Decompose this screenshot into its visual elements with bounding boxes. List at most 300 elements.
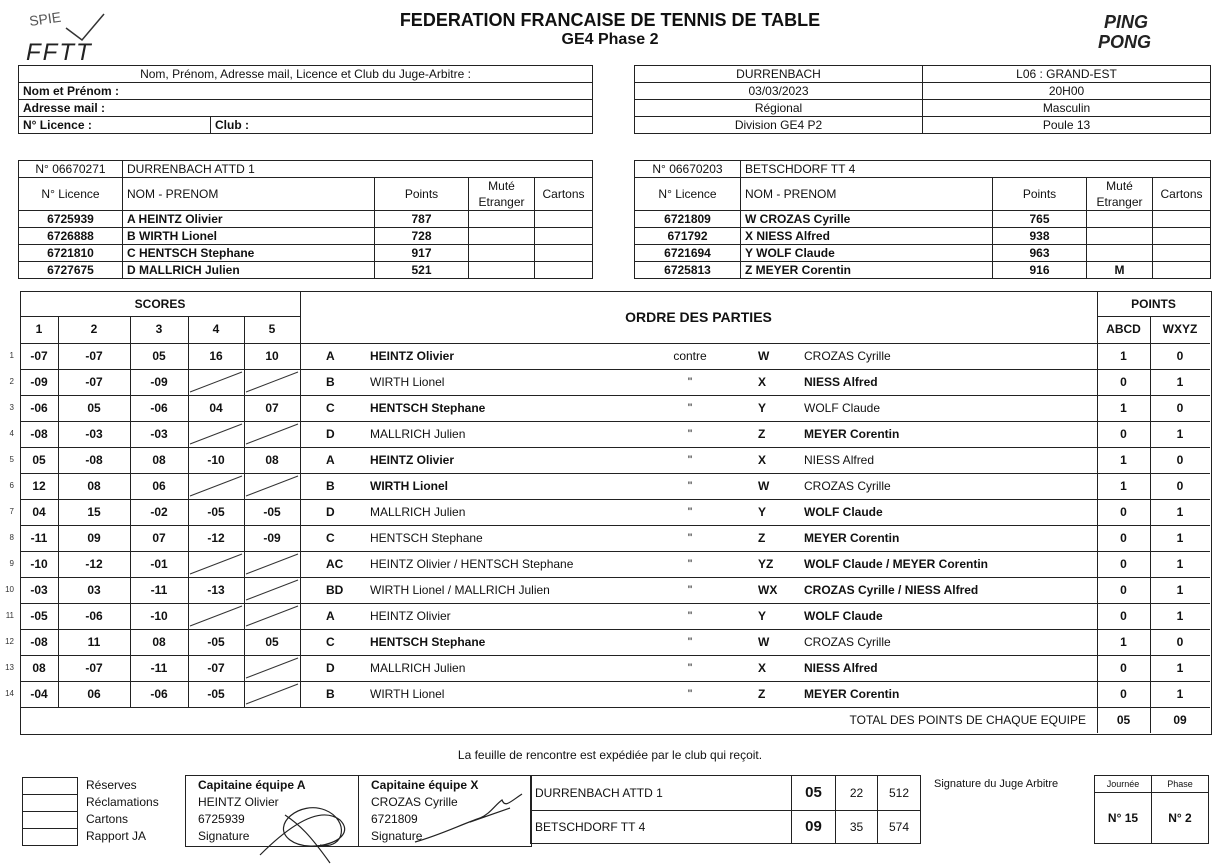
scores-heading: SCORES	[134, 297, 186, 311]
player-a-name: HEINTZ Olivier	[370, 349, 455, 363]
set-score: -12	[207, 531, 225, 545]
game-number: 12	[5, 637, 14, 646]
match-division: Division GE4 P2	[635, 117, 923, 134]
player-points: 916	[993, 262, 1087, 279]
set-score: 08	[32, 661, 46, 675]
set-score: 12	[32, 479, 46, 493]
set-header: 3	[155, 322, 163, 336]
versus-label: "	[687, 375, 693, 389]
player-a-name: WIRTH Lionel	[370, 375, 445, 389]
player-a-name: HENTSCH Stephane	[370, 531, 483, 545]
match-league: L06 : GRAND-EST	[923, 66, 1211, 83]
game-point-x: 0	[1176, 479, 1184, 493]
player-a-name: HEINTZ Olivier	[370, 453, 455, 467]
match-info-table	[634, 65, 1211, 134]
player-a-letter: BD	[326, 583, 344, 597]
set-score: -13	[207, 583, 225, 597]
game-point-x: 1	[1176, 505, 1184, 519]
game-number: 2	[9, 377, 14, 386]
team-x-player-row	[635, 228, 1211, 245]
team-x-header-points: Points	[993, 178, 1087, 211]
team-a-header-licence: N° Licence	[19, 178, 123, 211]
set-score: 05	[87, 401, 101, 415]
player-a-name: HENTSCH Stephane	[370, 635, 486, 649]
player-points: 963	[993, 245, 1087, 262]
checklist-box[interactable]	[22, 828, 78, 846]
versus-label: "	[687, 609, 693, 623]
game-number: 9	[9, 559, 14, 568]
set-score: 09	[87, 531, 101, 545]
footer-note: La feuille de rencontre est expédiée par le club qui reçoit.	[457, 748, 763, 762]
set-score: -12	[85, 557, 103, 571]
player-x-letter: X	[758, 375, 767, 389]
game-point-a: 1	[1120, 479, 1127, 493]
player-name: A HEINTZ Olivier	[123, 211, 375, 228]
set-score: 04	[32, 505, 46, 519]
referee-table	[18, 65, 593, 134]
game-point-a: 0	[1120, 661, 1127, 675]
match-gender: Masculin	[923, 100, 1211, 117]
player-x-letter: Z	[758, 427, 766, 441]
set-score: -07	[207, 661, 225, 675]
game-point-x: 1	[1176, 609, 1184, 623]
versus-label: "	[687, 557, 693, 571]
player-a-letter: C	[326, 635, 335, 649]
team-a-number: N° 06670271	[19, 161, 123, 178]
game-point-a: 0	[1120, 583, 1127, 597]
game-number: 1	[9, 351, 14, 360]
player-cartons	[535, 262, 593, 279]
player-x-name: NIESS Alfred	[804, 453, 875, 467]
captain-a-licence: 6725939	[198, 812, 245, 826]
team-a-player-row	[19, 228, 593, 245]
player-x-name: WOLF Claude	[804, 505, 883, 519]
set-score: -04	[30, 687, 48, 701]
game-number: 6	[9, 481, 14, 490]
game-point-a: 0	[1120, 427, 1127, 441]
total-label: TOTAL DES POINTS DE CHAQUE EQUIPE	[849, 713, 1086, 727]
player-licence: 6721810	[19, 245, 123, 262]
set-score: -05	[207, 505, 225, 519]
set-score: 04	[209, 401, 223, 415]
versus-label: contre	[673, 349, 707, 363]
set-score: 05	[32, 453, 46, 467]
ping-pong-logo	[1094, 10, 1186, 58]
game-point-a: 0	[1120, 505, 1127, 519]
player-x-letter: W	[758, 479, 770, 493]
player-licence: 671792	[635, 228, 741, 245]
versus-label: "	[687, 453, 693, 467]
player-licence: 6725813	[635, 262, 741, 279]
document-title: FEDERATION FRANCAISE DE TENNIS DE TABLE	[399, 10, 821, 30]
game-point-a: 1	[1120, 401, 1127, 415]
set-score: -06	[150, 401, 168, 415]
player-x-letter: W	[758, 349, 770, 363]
team-a-header-cartons: Cartons	[535, 178, 593, 211]
game-point-x: 0	[1176, 635, 1184, 649]
player-x-letter: WX	[758, 583, 778, 597]
captain-x-title: Capitaine équipe X	[371, 778, 479, 792]
player-mute	[469, 245, 535, 262]
team-a-header-points: Points	[375, 178, 469, 211]
player-a-name: MALLRICH Julien	[370, 505, 466, 519]
svg-text:PING: PING	[1104, 12, 1149, 32]
team-a-letters: ABCD	[1106, 322, 1141, 336]
total-a: 05	[1116, 713, 1131, 727]
team-a-header-mute: Muté Etranger	[469, 178, 535, 211]
set-score: -05	[207, 635, 225, 649]
player-mute	[469, 262, 535, 279]
match-pool: Poule 13	[923, 117, 1211, 134]
game-number: 11	[5, 611, 14, 620]
player-x-letter: Y	[758, 609, 767, 623]
team-a-table	[18, 160, 593, 279]
player-cartons	[1153, 228, 1211, 245]
player-licence: 6725939	[19, 211, 123, 228]
set-score: -11	[30, 531, 48, 545]
game-point-a: 0	[1120, 609, 1127, 623]
player-x-letter: Z	[758, 687, 766, 701]
checklist-label: Rapport JA	[86, 829, 147, 843]
set-score: -03	[85, 427, 103, 441]
game-point-x: 1	[1176, 661, 1184, 675]
player-x-letter: Y	[758, 401, 767, 415]
team-x-player-row	[635, 262, 1211, 279]
player-x-name: MEYER Corentin	[804, 687, 900, 701]
set-score: -11	[150, 583, 168, 597]
set-score: 07	[152, 531, 166, 545]
game-point-a: 1	[1120, 349, 1127, 363]
team-x-header-name: NOM - PRENOM	[741, 178, 993, 211]
captain-a-signature-label: Signature	[198, 829, 250, 843]
journee-label: Journée	[1095, 776, 1152, 793]
versus-label: "	[687, 505, 693, 519]
captain-x-signature-label: Signature	[371, 829, 423, 843]
game-point-a: 0	[1120, 687, 1127, 701]
game-point-a: 0	[1120, 557, 1127, 571]
player-cartons	[535, 211, 593, 228]
player-x-letter: Z	[758, 531, 766, 545]
checklist-label: Cartons	[86, 812, 129, 826]
game-point-a: 1	[1120, 635, 1127, 649]
game-number: 14	[5, 689, 14, 698]
game-number: 3	[9, 403, 14, 412]
set-score: -06	[150, 687, 168, 701]
referee-name-field: Nom et Prénom :	[19, 83, 593, 100]
player-name: B WIRTH Lionel	[123, 228, 375, 245]
game-point-a: 0	[1120, 375, 1127, 389]
result-a-points: 05	[792, 776, 836, 811]
game-point-x: 0	[1176, 401, 1184, 415]
set-score: -09	[263, 531, 281, 545]
player-a-letter: A	[326, 453, 335, 467]
player-a-letter: C	[326, 531, 335, 545]
set-score: 03	[87, 583, 101, 597]
points-heading: POINTS	[1131, 297, 1176, 311]
player-points: 787	[375, 211, 469, 228]
game-point-x: 1	[1176, 583, 1184, 597]
set-score: -09	[150, 375, 168, 389]
player-points: 521	[375, 262, 469, 279]
player-x-name: MEYER Corentin	[804, 531, 900, 545]
player-a-name: MALLRICH Julien	[370, 427, 466, 441]
match-date: 03/03/2023	[635, 83, 923, 100]
player-mute	[1087, 245, 1153, 262]
set-score: -07	[30, 349, 48, 363]
player-a-name: MALLRICH Julien	[370, 661, 466, 675]
svg-text:FFTT: FFTT	[26, 39, 93, 63]
captain-x-name: CROZAS Cyrille	[371, 795, 458, 809]
player-a-letter: B	[326, 479, 335, 493]
referee-email-field: Adresse mail :	[19, 100, 593, 117]
captain-a-name: HEINTZ Olivier	[198, 795, 279, 809]
total-x: 09	[1173, 713, 1187, 727]
journee-phase-table	[1094, 775, 1209, 844]
game-number: 8	[9, 533, 14, 542]
player-x-letter: W	[758, 635, 770, 649]
set-score: -09	[30, 375, 48, 389]
set-score: -01	[150, 557, 168, 571]
player-licence: 6721694	[635, 245, 741, 262]
scores-table	[20, 291, 1212, 735]
set-score: 08	[152, 453, 166, 467]
team-a-name: DURRENBACH ATTD 1	[123, 161, 593, 178]
set-score: -05	[30, 609, 48, 623]
player-points: 917	[375, 245, 469, 262]
player-x-letter: X	[758, 453, 767, 467]
document-subtitle: GE4 Phase 2	[561, 31, 659, 48]
team-a-header-name: NOM - PRENOM	[123, 178, 375, 211]
team-x-player-row	[635, 211, 1211, 228]
set-score: 07	[265, 401, 279, 415]
player-x-letter: Y	[758, 505, 767, 519]
set-score: -05	[263, 505, 281, 519]
player-mute	[1087, 228, 1153, 245]
result-x-points: 09	[792, 811, 836, 844]
game-number: 13	[5, 663, 14, 672]
referee-heading: Nom, Prénom, Adresse mail, Licence et Club du Juge-Arbitre :	[19, 66, 593, 83]
player-a-name: WIRTH Lionel / MALLRICH Julien	[370, 583, 550, 597]
player-name: W CROZAS Cyrille	[741, 211, 993, 228]
player-cartons	[535, 228, 593, 245]
team-a-player-row	[19, 245, 593, 262]
set-score: -07	[85, 375, 103, 389]
player-points: 938	[993, 228, 1087, 245]
checklist-item	[22, 811, 182, 828]
set-score: 06	[152, 479, 166, 493]
journee-value: N° 15	[1095, 793, 1152, 844]
player-x-name: WOLF Claude	[804, 609, 883, 623]
player-x-name: CROZAS Cyrille	[804, 479, 891, 493]
player-a-name: WIRTH Lionel	[370, 687, 445, 701]
set-score: -11	[150, 661, 168, 675]
player-licence: 6721809	[635, 211, 741, 228]
player-a-letter: B	[326, 375, 335, 389]
game-point-a: 0	[1120, 531, 1127, 545]
result-a-team: DURRENBACH ATTD 1	[531, 776, 792, 811]
team-a-player-row	[19, 211, 593, 228]
match-time: 20H00	[923, 83, 1211, 100]
versus-label: "	[687, 635, 693, 649]
set-score: 08	[265, 453, 279, 467]
checklist-item	[22, 777, 182, 794]
versus-label: "	[687, 479, 693, 493]
game-point-x: 0	[1176, 453, 1184, 467]
team-x-header-cartons: Cartons	[1153, 178, 1211, 211]
player-mute: M	[1087, 262, 1153, 279]
checklist-box[interactable]	[22, 777, 78, 795]
player-x-name: CROZAS Cyrille	[804, 635, 891, 649]
set-score: -07	[85, 349, 103, 363]
set-score: 08	[152, 635, 166, 649]
set-score: 05	[265, 635, 279, 649]
player-name: Y WOLF Claude	[741, 245, 993, 262]
player-x-name: WOLF Claude / MEYER Corentin	[804, 557, 989, 571]
match-level: Régional	[635, 100, 923, 117]
set-score: -06	[30, 401, 48, 415]
set-score: -10	[150, 609, 168, 623]
player-a-letter: D	[326, 427, 335, 441]
set-score: -10	[30, 557, 48, 571]
team-x-player-row	[635, 245, 1211, 262]
set-header: 4	[212, 322, 220, 336]
set-score: 11	[87, 635, 101, 649]
checklist-label: Réclamations	[86, 795, 159, 809]
player-x-name: CROZAS Cyrille	[804, 349, 891, 363]
game-point-x: 0	[1176, 349, 1184, 363]
match-location: DURRENBACH	[635, 66, 923, 83]
player-x-name: CROZAS Cyrille / NIESS Alfred	[804, 583, 979, 597]
versus-label: "	[687, 661, 693, 675]
player-a-letter: B	[326, 687, 335, 701]
game-number: 5	[9, 455, 14, 464]
svg-text:SPIE: SPIE	[28, 8, 63, 29]
captain-x-licence: 6721809	[371, 812, 418, 826]
set-score: -05	[207, 687, 225, 701]
checklist-box[interactable]	[22, 811, 78, 829]
player-a-letter: A	[326, 349, 335, 363]
set-score: 08	[87, 479, 101, 493]
checklist-item	[22, 794, 182, 811]
versus-label: "	[687, 687, 693, 701]
player-a-letter: D	[326, 505, 335, 519]
svg-text:PONG: PONG	[1098, 32, 1152, 52]
set-score: 15	[87, 505, 101, 519]
player-licence: 6726888	[19, 228, 123, 245]
set-score: 16	[209, 349, 223, 363]
team-x-number: N° 06670203	[635, 161, 741, 178]
referee-signature-label: Signature du Juge Arbitre	[934, 778, 1059, 790]
team-x-name: BETSCHDORF TT 4	[741, 161, 1211, 178]
player-x-name: MEYER Corentin	[804, 427, 900, 441]
game-number: 4	[9, 429, 14, 438]
team-x-header-mute: Muté Etranger	[1087, 178, 1153, 211]
player-name: C HENTSCH Stephane	[123, 245, 375, 262]
set-header: 5	[268, 322, 276, 336]
versus-label: "	[687, 583, 693, 597]
set-score: -07	[85, 661, 103, 675]
result-x-balls: 574	[878, 811, 921, 844]
checklist-item	[22, 828, 182, 845]
player-cartons	[535, 245, 593, 262]
team-a-player-row	[19, 262, 593, 279]
player-a-name: HEINTZ Olivier / HENTSCH Stephane	[370, 557, 574, 571]
set-score: -08	[30, 427, 48, 441]
player-cartons	[1153, 211, 1211, 228]
versus-label: "	[687, 401, 693, 415]
game-number: 10	[5, 585, 14, 594]
game-point-x: 1	[1176, 687, 1184, 701]
captain-x-signature	[410, 790, 530, 850]
set-score: 05	[152, 349, 166, 363]
versus-label: "	[687, 427, 693, 441]
set-score: -06	[85, 609, 103, 623]
game-point-x: 1	[1176, 427, 1184, 441]
set-score: 06	[87, 687, 101, 701]
player-points: 765	[993, 211, 1087, 228]
set-header: 1	[35, 322, 43, 336]
player-cartons	[1153, 262, 1211, 279]
result-x-sets: 35	[836, 811, 878, 844]
team-x-header-licence: N° Licence	[635, 178, 741, 211]
captain-a-signature	[230, 785, 370, 865]
game-number: 7	[9, 507, 14, 516]
phase-label: Phase	[1152, 776, 1209, 793]
player-x-name: NIESS Alfred	[804, 661, 878, 675]
player-x-letter: YZ	[758, 557, 774, 571]
player-name: Z MEYER Corentin	[741, 262, 993, 279]
player-x-name: WOLF Claude	[804, 401, 881, 415]
player-mute	[469, 228, 535, 245]
player-name: X NIESS Alfred	[741, 228, 993, 245]
set-score: -08	[30, 635, 48, 649]
referee-club-field: Club :	[211, 117, 593, 134]
player-x-name: NIESS Alfred	[804, 375, 878, 389]
order-heading: ORDRE DES PARTIES	[625, 309, 772, 325]
game-point-x: 1	[1176, 557, 1184, 571]
result-a-sets: 22	[836, 776, 878, 811]
result-a-balls: 512	[878, 776, 921, 811]
player-a-letter: C	[326, 401, 335, 415]
player-a-letter: A	[326, 609, 335, 623]
player-x-letter: X	[758, 661, 767, 675]
result-x-team: BETSCHDORF TT 4	[531, 811, 792, 844]
phase-value: N° 2	[1152, 793, 1209, 844]
player-a-name: HENTSCH Stephane	[370, 401, 486, 415]
set-score: -03	[30, 583, 48, 597]
player-a-letter: AC	[326, 557, 344, 571]
game-point-x: 1	[1176, 531, 1184, 545]
checklist-label: Réserves	[86, 778, 137, 792]
game-point-a: 1	[1120, 453, 1127, 467]
set-score: -03	[150, 427, 168, 441]
player-a-name: WIRTH Lionel	[370, 479, 448, 493]
set-score: 10	[265, 349, 279, 363]
checklist-box[interactable]	[22, 794, 78, 812]
player-points: 728	[375, 228, 469, 245]
team-x-letters: WXYZ	[1162, 322, 1198, 336]
player-a-letter: D	[326, 661, 335, 675]
team-x-table	[634, 160, 1211, 279]
captain-a-title: Capitaine équipe A	[198, 778, 306, 792]
player-mute	[469, 211, 535, 228]
game-point-x: 1	[1176, 375, 1184, 389]
player-licence: 6727675	[19, 262, 123, 279]
referee-licence-field: N° Licence :	[19, 117, 211, 134]
set-score: -10	[207, 453, 225, 467]
set-score: -02	[150, 505, 168, 519]
player-mute	[1087, 211, 1153, 228]
